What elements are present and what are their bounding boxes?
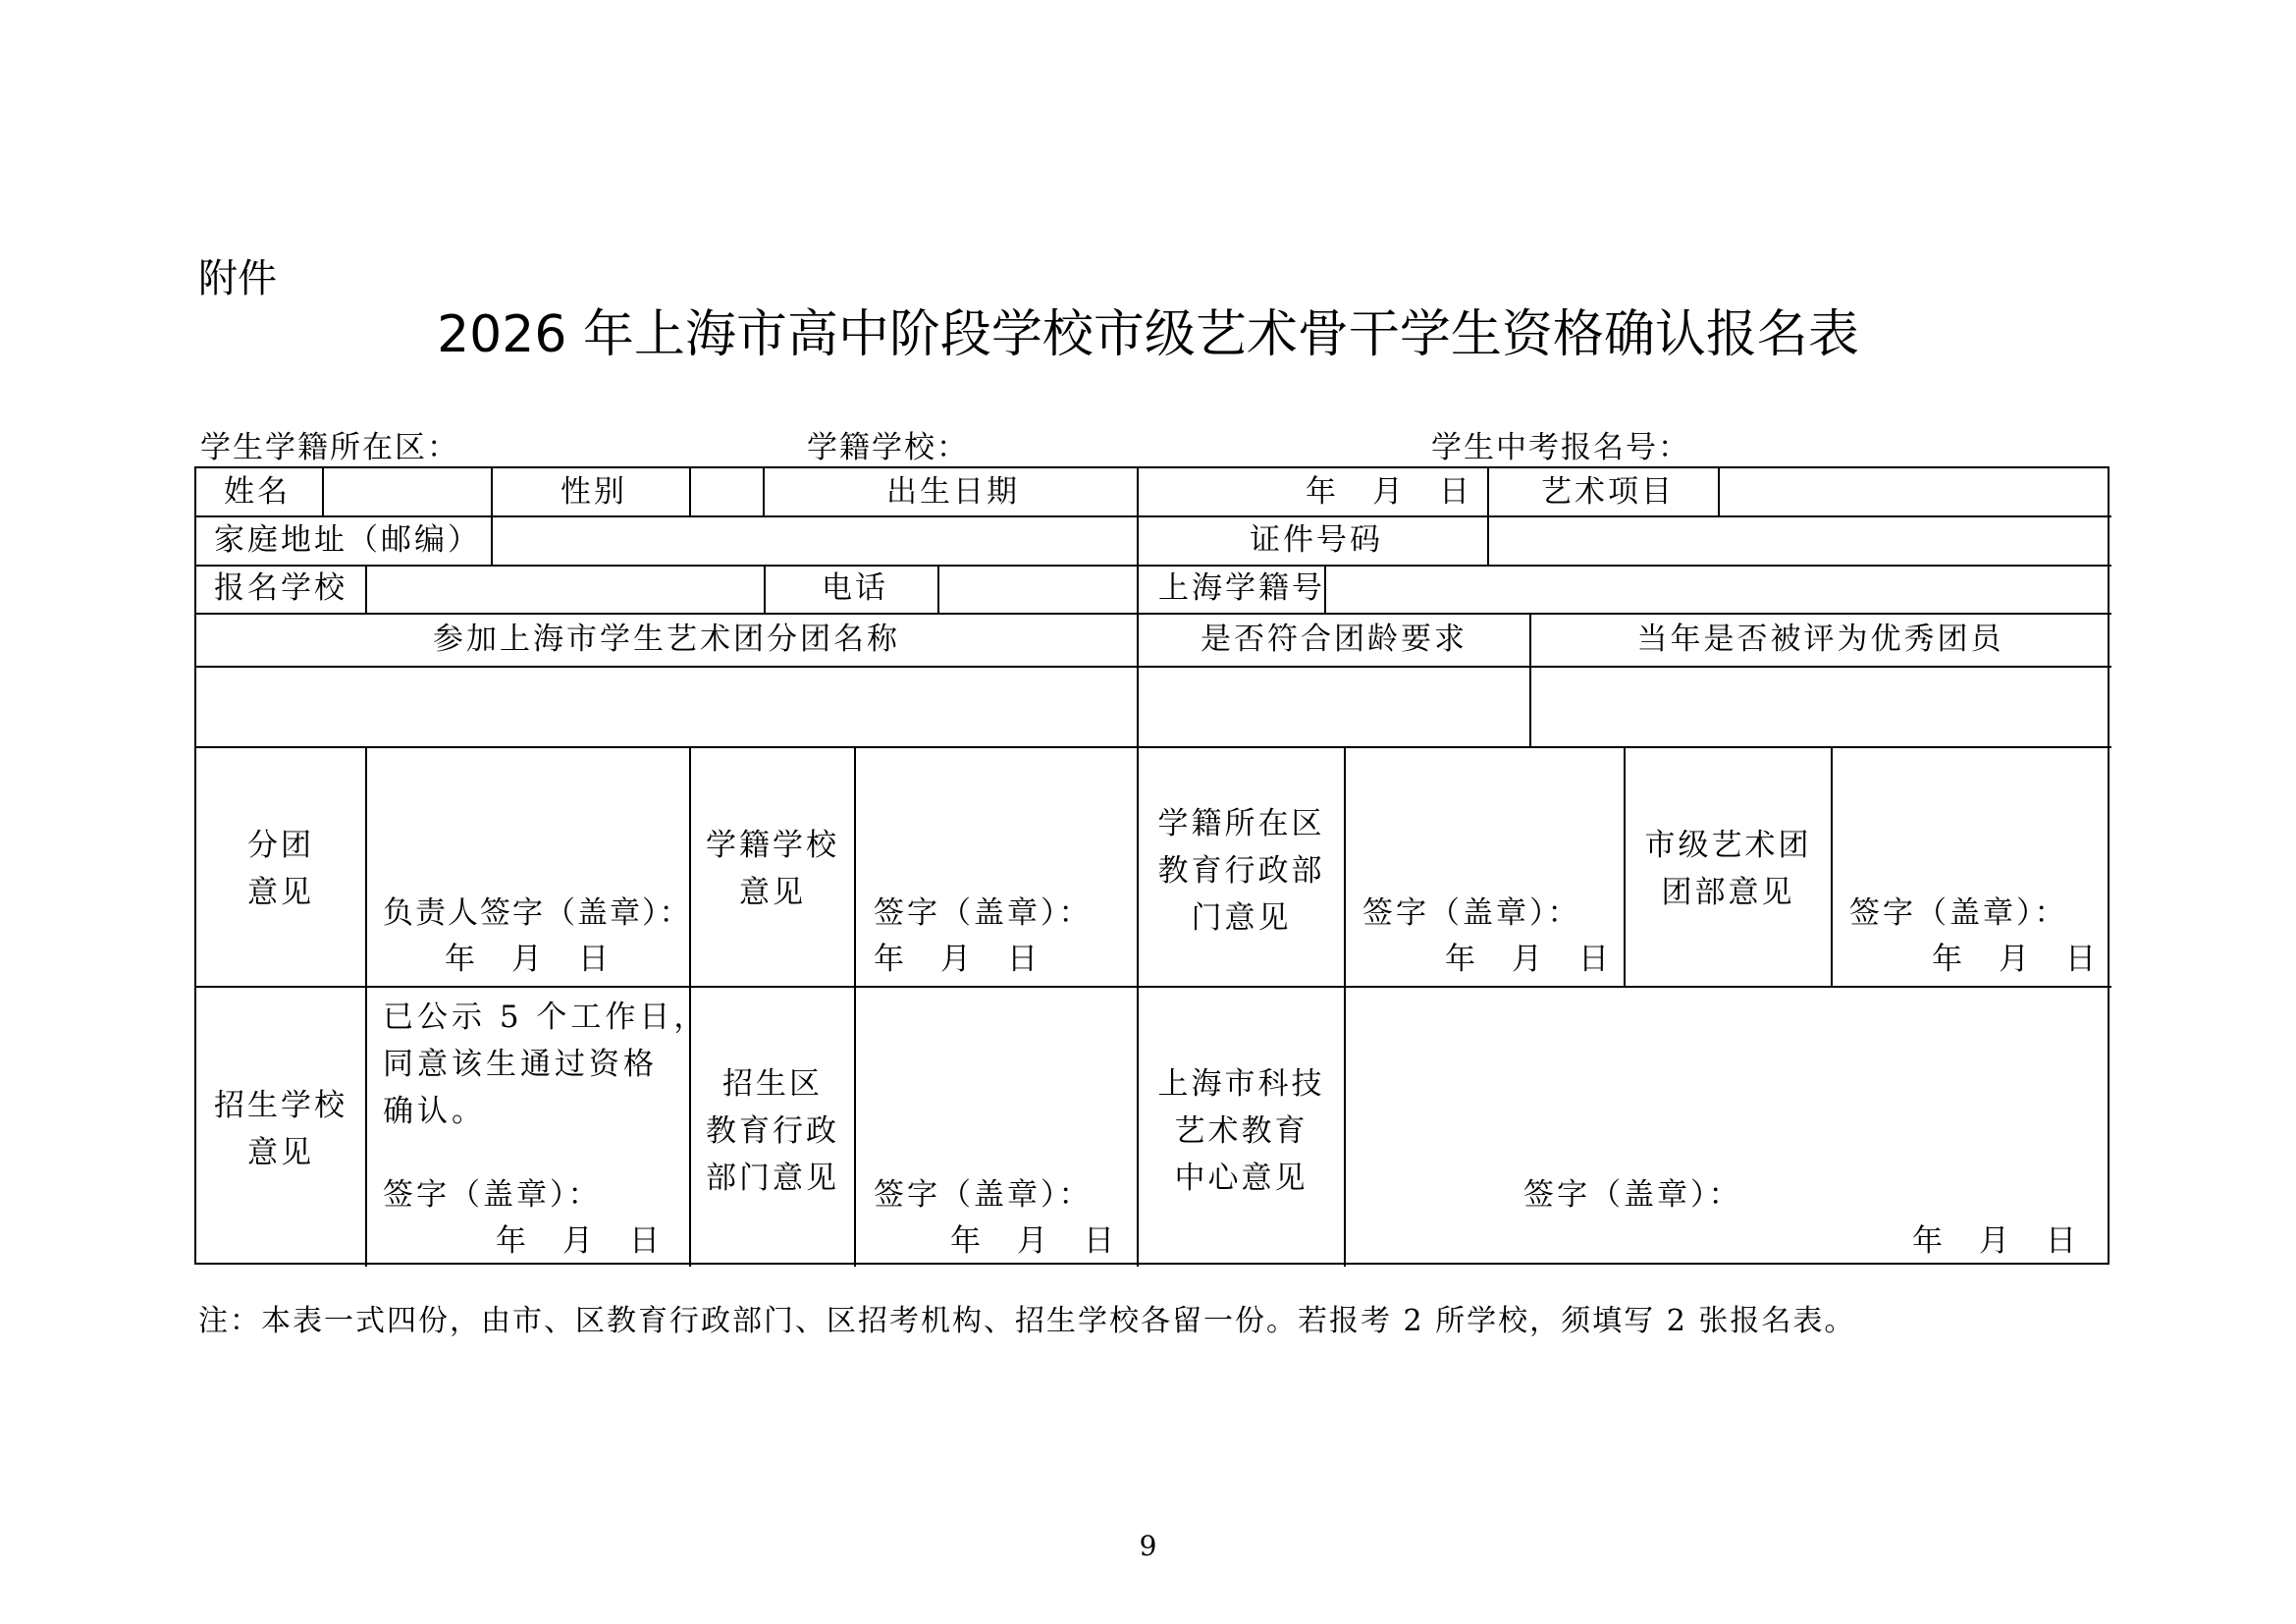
name-label: 姓名 (224, 474, 291, 510)
center-opinion-label: 上海市科技 艺术教育 中心意见 (1157, 1066, 1325, 1196)
center-date: 年 月 日 (1912, 1223, 2079, 1259)
page-number: 9 (1139, 1530, 1157, 1562)
center-sign-label: 签字（盖章）： (1523, 1177, 1742, 1213)
birth-date-label: 出生日期 (886, 474, 1020, 510)
admit-school-opinion-label: 招生学校 意见 (214, 1088, 347, 1170)
footnote: 注：本表一式四份，由市、区教育行政部门、区招考机构、招生学校各留一份。若报考 2 所学校，须填写 2 张报名表。 (198, 1304, 1856, 1338)
school-opinion-label: 学籍学校 意见 (706, 828, 839, 910)
city-troupe-opinion-label: 市级艺术团 团部意见 (1644, 828, 1812, 910)
branch-sign-label: 负责人签字（盖章）： (383, 895, 692, 931)
district-sign-label: 签字（盖章）： (1362, 895, 1581, 931)
registration-table (194, 466, 2109, 1265)
phone-label: 电话 (822, 570, 888, 606)
gender-label: 性别 (561, 474, 627, 510)
attachment-label: 附件 (198, 256, 277, 301)
exam-number-label: 学生中考报名号： (1431, 430, 1690, 465)
admit-school-date: 年 月 日 (496, 1223, 663, 1259)
school-date: 年 月 日 (874, 942, 1041, 977)
age-requirement-label: 是否符合团龄要求 (1201, 622, 1468, 657)
admit-district-sign-label: 签字（盖章）： (874, 1177, 1093, 1213)
page-title: 2026 年上海市高中阶段学校市级艺术骨干学生资格确认报名表 (437, 305, 1859, 364)
district-label: 学生学籍所在区： (200, 430, 459, 465)
id-number-label: 证件号码 (1250, 522, 1383, 558)
excellent-member-label: 当年是否被评为优秀团员 (1636, 622, 2004, 657)
school-sign-label: 签字（盖章）： (874, 895, 1093, 931)
shanghai-student-no-label: 上海学籍号 (1158, 570, 1325, 606)
art-item-label: 艺术项目 (1541, 474, 1675, 510)
branch-opinion-label: 分团 意见 (247, 828, 314, 910)
troupe-name-label: 参加上海市学生艺术团分团名称 (433, 622, 900, 657)
apply-school-label: 报名学校 (214, 570, 347, 606)
school-label: 学籍学校： (807, 430, 969, 465)
admit-district-opinion-label: 招生区 教育行政 部门意见 (706, 1066, 839, 1196)
district-date: 年 月 日 (1445, 942, 1612, 977)
district-opinion-label: 学籍所在区 教育行政部 门意见 (1157, 806, 1325, 936)
admit-school-sign-label: 签字（盖章）： (383, 1177, 602, 1213)
admit-school-text: 已公示 5 个工作日， 同意该生通过资格 确认。 (383, 1000, 709, 1129)
city-troupe-date: 年 月 日 (1932, 942, 2099, 977)
branch-date: 年 月 日 (445, 942, 612, 977)
birth-date-ymd: 年 月 日 (1306, 474, 1472, 510)
admit-district-date: 年 月 日 (950, 1223, 1117, 1259)
city-troupe-sign-label: 签字（盖章）： (1849, 895, 2068, 931)
address-label: 家庭地址（邮编） (214, 522, 481, 558)
